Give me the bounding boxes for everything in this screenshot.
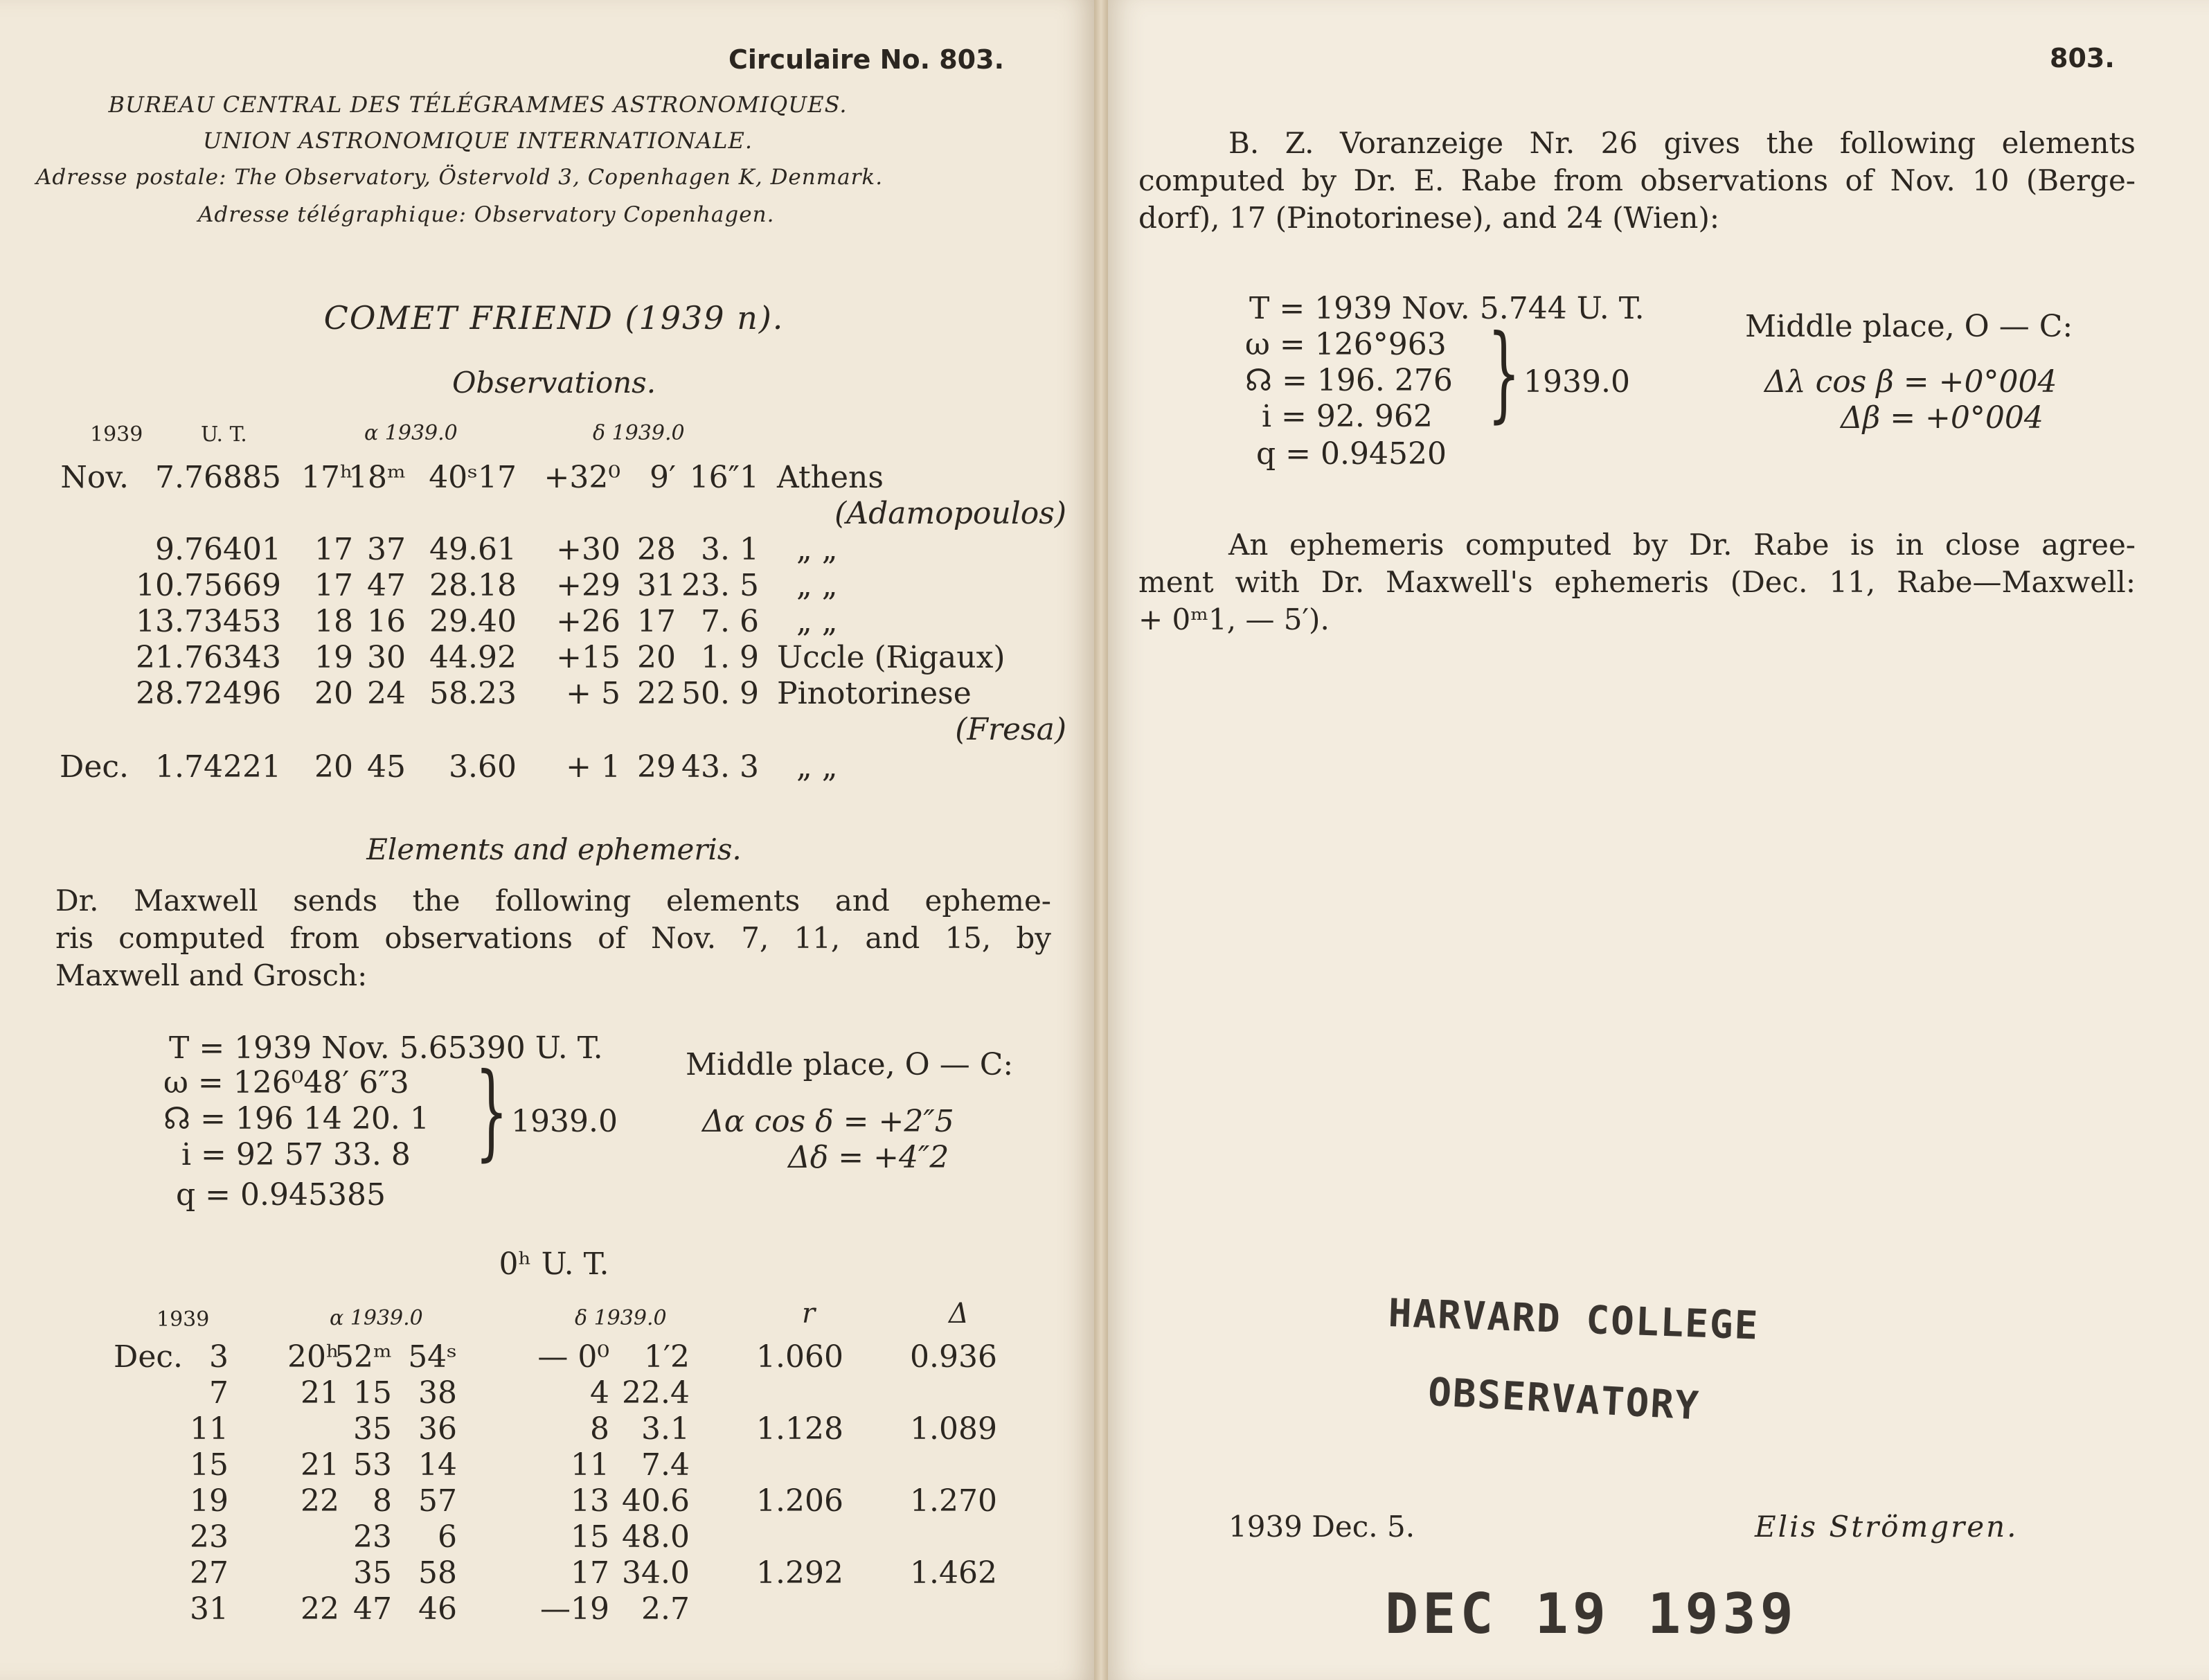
obs-cell-ra-s: 29.40 bbox=[429, 604, 517, 639]
obs-cell-dec-d: + 5 bbox=[566, 676, 620, 711]
harvard-stamp-line-1: HARVARD COLLEGE bbox=[1387, 1291, 1760, 1349]
agree-para-line-2: ment with Dr. Maxwell's ephemeris (Dec. 11, Rabe—Maxwell: bbox=[1138, 565, 2136, 599]
agree-para-line-1: An ephemeris computed by Dr. Rabe is in close agree- bbox=[1228, 528, 2136, 562]
obs-cell-ra-m: 18ᵐ bbox=[348, 460, 406, 495]
obs-cell-dec-d: +32⁰ bbox=[544, 460, 620, 495]
maxwell-para-line-3: Maxwell and Grosch: bbox=[55, 958, 368, 992]
eph-cell-ra-m: 35 bbox=[353, 1555, 392, 1591]
obs-cell-ra-s: 28.18 bbox=[429, 568, 517, 603]
eph-cell-dec-d: —19 bbox=[540, 1591, 609, 1627]
bureau-line-1: BUREAU CENTRAL DES TÉLÉGRAMMES ASTRONOMIQUES. bbox=[108, 91, 848, 118]
obs-cell-ut: 28.72496 bbox=[136, 676, 281, 711]
comet-title: COMET FRIEND (1939 n). bbox=[323, 299, 785, 337]
obs-cell-observer: „ „ bbox=[796, 532, 838, 567]
left-elem-q: q = 0.945385 bbox=[176, 1177, 386, 1213]
obs-cell-ra-h: 20 bbox=[314, 676, 353, 711]
obs-cell-dec-d: +26 bbox=[556, 604, 620, 639]
eph-cell-dec-d: 15 bbox=[571, 1519, 609, 1555]
eph-cell-dec-d: 4 bbox=[590, 1375, 609, 1411]
observations-heading: Observations. bbox=[451, 366, 656, 400]
harvard-stamp-line-2: OBSERVATORY bbox=[1427, 1370, 1701, 1429]
obs-header-delta: δ 1939.0 bbox=[593, 421, 685, 445]
eph-cell-r: 1.206 bbox=[756, 1483, 843, 1519]
eph-cell-ra-m: 53 bbox=[353, 1447, 392, 1483]
eph-cell-delta: 1.270 bbox=[910, 1483, 997, 1519]
eph-cell-dec-d: — 0⁰ bbox=[537, 1339, 609, 1375]
eph-cell-ra-h: 22 bbox=[301, 1483, 339, 1519]
eph-cell-dec-m: 3.1 bbox=[641, 1411, 690, 1447]
obs-cell-dec-s: 50. 9 bbox=[681, 676, 759, 711]
left-elem-equinox: 1939.0 bbox=[511, 1104, 618, 1139]
obs-cell-dec-d: + 1 bbox=[566, 749, 620, 785]
obs-cell-ra-m: 24 bbox=[367, 676, 406, 711]
obs-header-alpha: α 1939.0 bbox=[364, 421, 458, 445]
rabe-para-line-3: dorf), 17 (Pinotorinese), and 24 (Wien): bbox=[1138, 201, 1719, 235]
right-elem-node: ☊ = 196. 276 bbox=[1245, 363, 1453, 398]
left-elem-node: ☊ = 196 14 20. 1 bbox=[163, 1101, 429, 1136]
right-d-lambda: Δλ cos β = +0°004 bbox=[1764, 364, 2057, 400]
eph-cell-dec-m: 22.4 bbox=[622, 1375, 690, 1411]
eph-cell-day: 27 bbox=[190, 1555, 229, 1591]
obs-cell-ut: 13.73453 bbox=[136, 604, 281, 639]
maxwell-para-line-1: Dr. Maxwell sends the following elements and epheme- bbox=[55, 884, 1051, 918]
obs-cell-dec-s: 23. 5 bbox=[681, 568, 759, 603]
left-elem-T: T = 1939 Nov. 5.65390 U. T. bbox=[169, 1030, 603, 1066]
obs-cell-ut: 21.76343 bbox=[136, 640, 281, 675]
left-middle-place: Middle place, O — C: bbox=[686, 1047, 1014, 1082]
obs-cell-month: Nov. bbox=[60, 460, 129, 495]
eph-cell-ra-h: 20ʰ bbox=[287, 1339, 339, 1375]
bureau-line-2: UNION ASTRONOMIQUE INTERNATIONALE. bbox=[203, 127, 753, 154]
obs-cell-dec-m: 20 bbox=[637, 640, 676, 675]
obs-cell-dec-m: 31 bbox=[637, 568, 676, 603]
eph-cell-dec-d: 13 bbox=[571, 1483, 609, 1519]
obs-cell-month: Dec. bbox=[60, 749, 129, 785]
circular-number: Circulaire No. 803. bbox=[728, 44, 1004, 75]
obs-cell-ra-s: 40ˢ17 bbox=[429, 460, 517, 495]
obs-cell-ra-h: 19 bbox=[314, 640, 353, 675]
obs-cell-dec-m: 22 bbox=[637, 676, 676, 711]
obs-cell-ut: 1.74221 bbox=[155, 749, 281, 785]
obs-header-year: 1939 bbox=[90, 422, 143, 447]
obs-cell-observer: „ „ bbox=[796, 604, 838, 639]
obs-cell-dec-s: 3. 1 bbox=[701, 532, 759, 567]
eph-cell-ra-h: 21 bbox=[301, 1375, 339, 1411]
eph-cell-day: 7 bbox=[209, 1375, 229, 1411]
eph-cell-dec-d: 17 bbox=[571, 1555, 609, 1591]
eph-cell-ra-m: 52ᵐ bbox=[334, 1339, 392, 1375]
eph-cell-ra-s: 46 bbox=[418, 1591, 457, 1627]
obs-cell-ut: 7.76885 bbox=[155, 460, 281, 495]
eph-cell-ra-h: 22 bbox=[301, 1591, 339, 1627]
obs-cell-ut: 10.75669 bbox=[136, 568, 281, 603]
obs-cell-ra-m: 30 bbox=[367, 640, 406, 675]
right-elem-omega: ω = 126°963 bbox=[1245, 327, 1447, 362]
eph-cell-r: 1.060 bbox=[756, 1339, 843, 1375]
eph-cell-day: 19 bbox=[190, 1483, 229, 1519]
obs-cell-dec-m: 28 bbox=[637, 532, 676, 567]
book-gutter bbox=[1094, 0, 1108, 1680]
right-page bbox=[1108, 0, 2209, 1680]
eph-cell-dec-m: 7.4 bbox=[641, 1447, 690, 1483]
obs-cell-dec-m: 9′ bbox=[650, 460, 676, 495]
right-elem-equinox: 1939.0 bbox=[1523, 364, 1630, 400]
left-elem-omega: ω = 126⁰48′ 6″3 bbox=[163, 1065, 409, 1100]
obs-cell-ra-s: 49.61 bbox=[429, 532, 517, 567]
eph-cell-day: 11 bbox=[190, 1411, 229, 1447]
eph-cell-ra-s: 6 bbox=[438, 1519, 457, 1555]
eph-cell-r: 1.128 bbox=[756, 1411, 843, 1447]
elements-heading: Elements and ephemeris. bbox=[366, 832, 742, 866]
right-elem-q: q = 0.94520 bbox=[1256, 436, 1447, 472]
eph-header-r: r bbox=[802, 1298, 816, 1330]
obs-cell-ra-h: 17ʰ bbox=[301, 460, 353, 495]
obs-cell-observer: „ „ bbox=[796, 749, 838, 785]
obs-cell-dec-s: 43. 3 bbox=[681, 749, 759, 785]
eph-cell-ra-m: 35 bbox=[353, 1411, 392, 1447]
received-date-stamp: DEC 19 1939 bbox=[1385, 1582, 1798, 1646]
eph-header-alpha: α 1939.0 bbox=[330, 1306, 423, 1330]
eph-cell-r: 1.292 bbox=[756, 1555, 843, 1591]
obs-cell-ra-h: 20 bbox=[314, 749, 353, 785]
eph-cell-day: 23 bbox=[190, 1519, 229, 1555]
obs-cell-observer: Athens bbox=[777, 460, 884, 495]
obs-cell-ra-s: 58.23 bbox=[429, 676, 517, 711]
eph-cell-ra-s: 14 bbox=[418, 1447, 457, 1483]
left-d-alpha: Δα cos δ = +2″5 bbox=[702, 1104, 954, 1139]
obs-cell-dec-s: 1. 9 bbox=[701, 640, 759, 675]
obs-cell-dec-d: +30 bbox=[556, 532, 620, 567]
eph-header-Delta: Δ bbox=[949, 1298, 969, 1330]
postal-address: Adresse postale: The Observatory, Östervold 3, Copenhagen K, Denmark. bbox=[36, 165, 884, 190]
eph-cell-day: 3 bbox=[209, 1339, 229, 1375]
right-elem-i: i = 92. 962 bbox=[1262, 399, 1433, 434]
eph-cell-dec-m: 2.7 bbox=[641, 1591, 690, 1627]
eph-cell-dec-d: 8 bbox=[590, 1411, 609, 1447]
eph-cell-ra-m: 15 bbox=[353, 1375, 392, 1411]
eph-header-year: 1939 bbox=[156, 1307, 210, 1332]
left-elem-i: i = 92 57 33. 8 bbox=[181, 1137, 411, 1172]
eph-cell-ra-s: 36 bbox=[418, 1411, 457, 1447]
obs-cell-dec-m: 29 bbox=[637, 749, 676, 785]
obs-cell-ra-h: 18 bbox=[314, 604, 353, 639]
eph-cell-delta: 1.462 bbox=[910, 1555, 997, 1591]
right-brace: } bbox=[1487, 313, 1521, 434]
left-brace: } bbox=[475, 1051, 508, 1172]
obs-cell-dec-s: 16″1 bbox=[689, 460, 759, 495]
eph-cell-ra-s: 54ˢ bbox=[408, 1339, 457, 1375]
signature-date: 1939 Dec. 5. bbox=[1228, 1510, 1415, 1544]
ephemeris-heading: 0ʰ U. T. bbox=[499, 1246, 609, 1282]
page-number: 803. bbox=[2050, 43, 2115, 73]
obs-cell-observer: „ „ bbox=[796, 568, 838, 603]
obs-cell-observer: Pinotorinese bbox=[777, 676, 972, 711]
eph-cell-day: 15 bbox=[190, 1447, 229, 1483]
eph-cell-ra-h: 21 bbox=[301, 1447, 339, 1483]
eph-cell-dec-m: 1′2 bbox=[644, 1339, 690, 1375]
eph-cell-ra-m: 8 bbox=[373, 1483, 392, 1519]
eph-cell-ra-s: 57 bbox=[418, 1483, 457, 1519]
eph-cell-dec-d: 11 bbox=[571, 1447, 609, 1483]
maxwell-para-line-2: ris computed from observations of Nov. 7, 11, and 15, by bbox=[55, 921, 1051, 955]
obs-cell-ra-m: 37 bbox=[367, 532, 406, 567]
obs-header-ut: U. T. bbox=[201, 422, 247, 447]
eph-cell-dec-m: 48.0 bbox=[622, 1519, 690, 1555]
eph-cell-day: 31 bbox=[190, 1591, 229, 1627]
eph-cell-delta: 1.089 bbox=[910, 1411, 997, 1447]
obs-cell-observer: (Adamopoulos) bbox=[834, 496, 1066, 531]
right-d-beta: Δβ = +0°004 bbox=[1841, 400, 2043, 436]
obs-cell-dec-s: 7. 6 bbox=[701, 604, 759, 639]
obs-cell-observer: Uccle (Rigaux) bbox=[777, 640, 1005, 675]
left-page bbox=[0, 0, 1094, 1680]
obs-cell-dec-d: +29 bbox=[556, 568, 620, 603]
eph-cell-ra-s: 38 bbox=[418, 1375, 457, 1411]
obs-cell-ra-h: 17 bbox=[314, 532, 353, 567]
obs-cell-dec-d: +15 bbox=[556, 640, 620, 675]
eph-cell-ra-s: 58 bbox=[418, 1555, 457, 1591]
rabe-para-line-2: computed by Dr. E. Rabe from observations of Nov. 10 (Berge- bbox=[1138, 163, 2136, 197]
obs-cell-ra-s: 3.60 bbox=[449, 749, 517, 785]
eph-cell-dec-m: 40.6 bbox=[622, 1483, 690, 1519]
left-d-delta: Δδ = +4″2 bbox=[788, 1140, 949, 1175]
obs-cell-ra-h: 17 bbox=[314, 568, 353, 603]
right-middle-place: Middle place, O — C: bbox=[1745, 309, 2073, 344]
obs-cell-ra-s: 44.92 bbox=[429, 640, 517, 675]
eph-cell-delta: 0.936 bbox=[910, 1339, 997, 1375]
eph-cell-ra-m: 23 bbox=[353, 1519, 392, 1555]
obs-cell-ut: 9.76401 bbox=[155, 532, 281, 567]
obs-cell-observer: (Fresa) bbox=[955, 712, 1066, 747]
signature-name: Elis Strömgren. bbox=[1755, 1510, 2019, 1544]
eph-cell-ra-m: 47 bbox=[353, 1591, 392, 1627]
right-elem-T: T = 1939 Nov. 5.744 U. T. bbox=[1249, 291, 1645, 326]
obs-cell-dec-m: 17 bbox=[637, 604, 676, 639]
rabe-para-line-1: B. Z. Voranzeige Nr. 26 gives the following elements bbox=[1228, 126, 2136, 160]
eph-cell-month: Dec. bbox=[114, 1339, 183, 1375]
telegraphic-address: Adresse télégraphique: Observatory Copenhagen. bbox=[198, 202, 775, 227]
eph-header-delta: δ 1939.0 bbox=[575, 1306, 667, 1330]
obs-cell-ra-m: 16 bbox=[367, 604, 406, 639]
obs-cell-ra-m: 45 bbox=[367, 749, 406, 785]
eph-cell-dec-m: 34.0 bbox=[622, 1555, 690, 1591]
obs-cell-ra-m: 47 bbox=[367, 568, 406, 603]
agree-para-line-3: + 0ᵐ1, — 5′). bbox=[1138, 602, 1330, 636]
